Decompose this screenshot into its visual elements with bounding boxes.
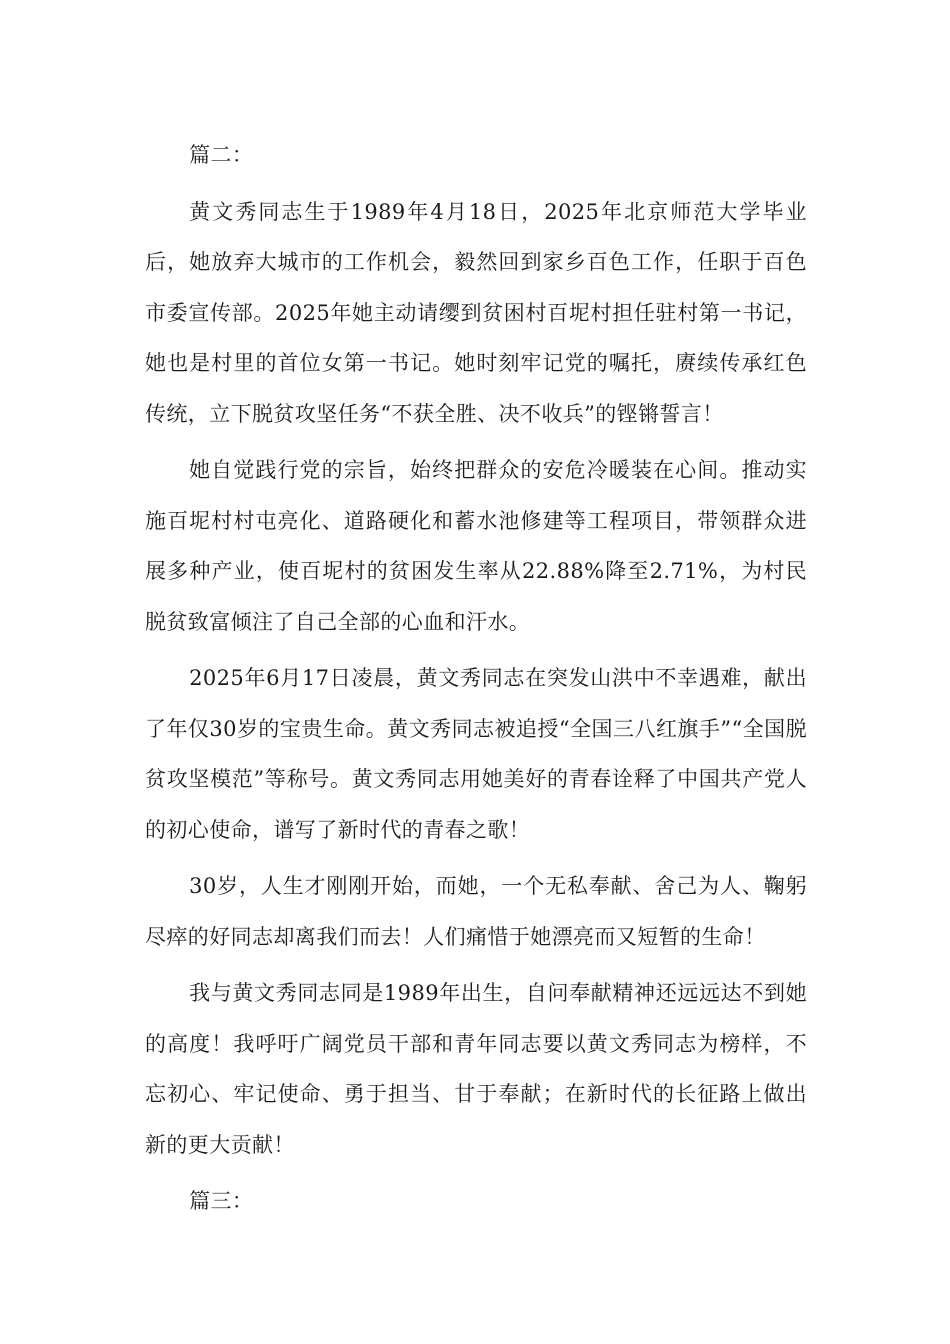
paragraph-4: 30岁，人生才刚刚开始，而她，一个无私奉献、舍己为人、鞠躬尽瘁的好同志却离我们而去！人们痛惜于她漂亮而又短暂的生命！ <box>145 874 807 949</box>
section-heading-3: 篇三： <box>189 1189 254 1213</box>
paragraph-1: 黄文秀同志生于1989年4月18日，2025年北京师范大学毕业后，她放弃大城市的工作机会，毅然回到家乡百色工作，任职于百色市委宣传部。2025年她主动请缨到贫困村百坭村担任驻村第一书记，她也是村里的首位女第一书记。她时刻牢记党的嘱托，赓续传承红色传统，立下脱贫攻坚任务“不获全胜、决不收兵”的铿锵誓言！ <box>145 199 807 426</box>
paragraph-2: 她自觉践行党的宗旨，始终把群众的安危冷暖装在心间。推动实施百坭村村屯亮化、道路硬化和蓄水池修建等工程项目，带领群众进展多种产业，使百坭村的贫困发生率从22.88%降至2.71%，为村民脱贫致富倾注了自己全部的心血和汗水。 <box>145 458 807 634</box>
paragraph-3: 2025年6月17日凌晨，黄文秀同志在突发山洪中不幸遇难，献出了年仅30岁的宝贵生命。黄文秀同志被追授“全国三八红旗手”“全国脱贫攻坚模范”等称号。黄文秀同志用她美好的青春诠释了中国共产党人的初心使命，谱写了新时代的青春之歌！ <box>145 666 807 842</box>
section-heading-2: 篇二： <box>189 143 254 167</box>
document-body <box>145 130 807 1233</box>
paragraph-5: 我与黄文秀同志同是1989年出生，自问奉献精神还远远达不到她的高度！我呼吁广阔党员干部和青年同志要以黄文秀同志为榜样，不忘初心、牢记使命、勇于担当、甘于奉献；在新时代的长征路上做出新的更大贡献！ <box>145 981 807 1157</box>
